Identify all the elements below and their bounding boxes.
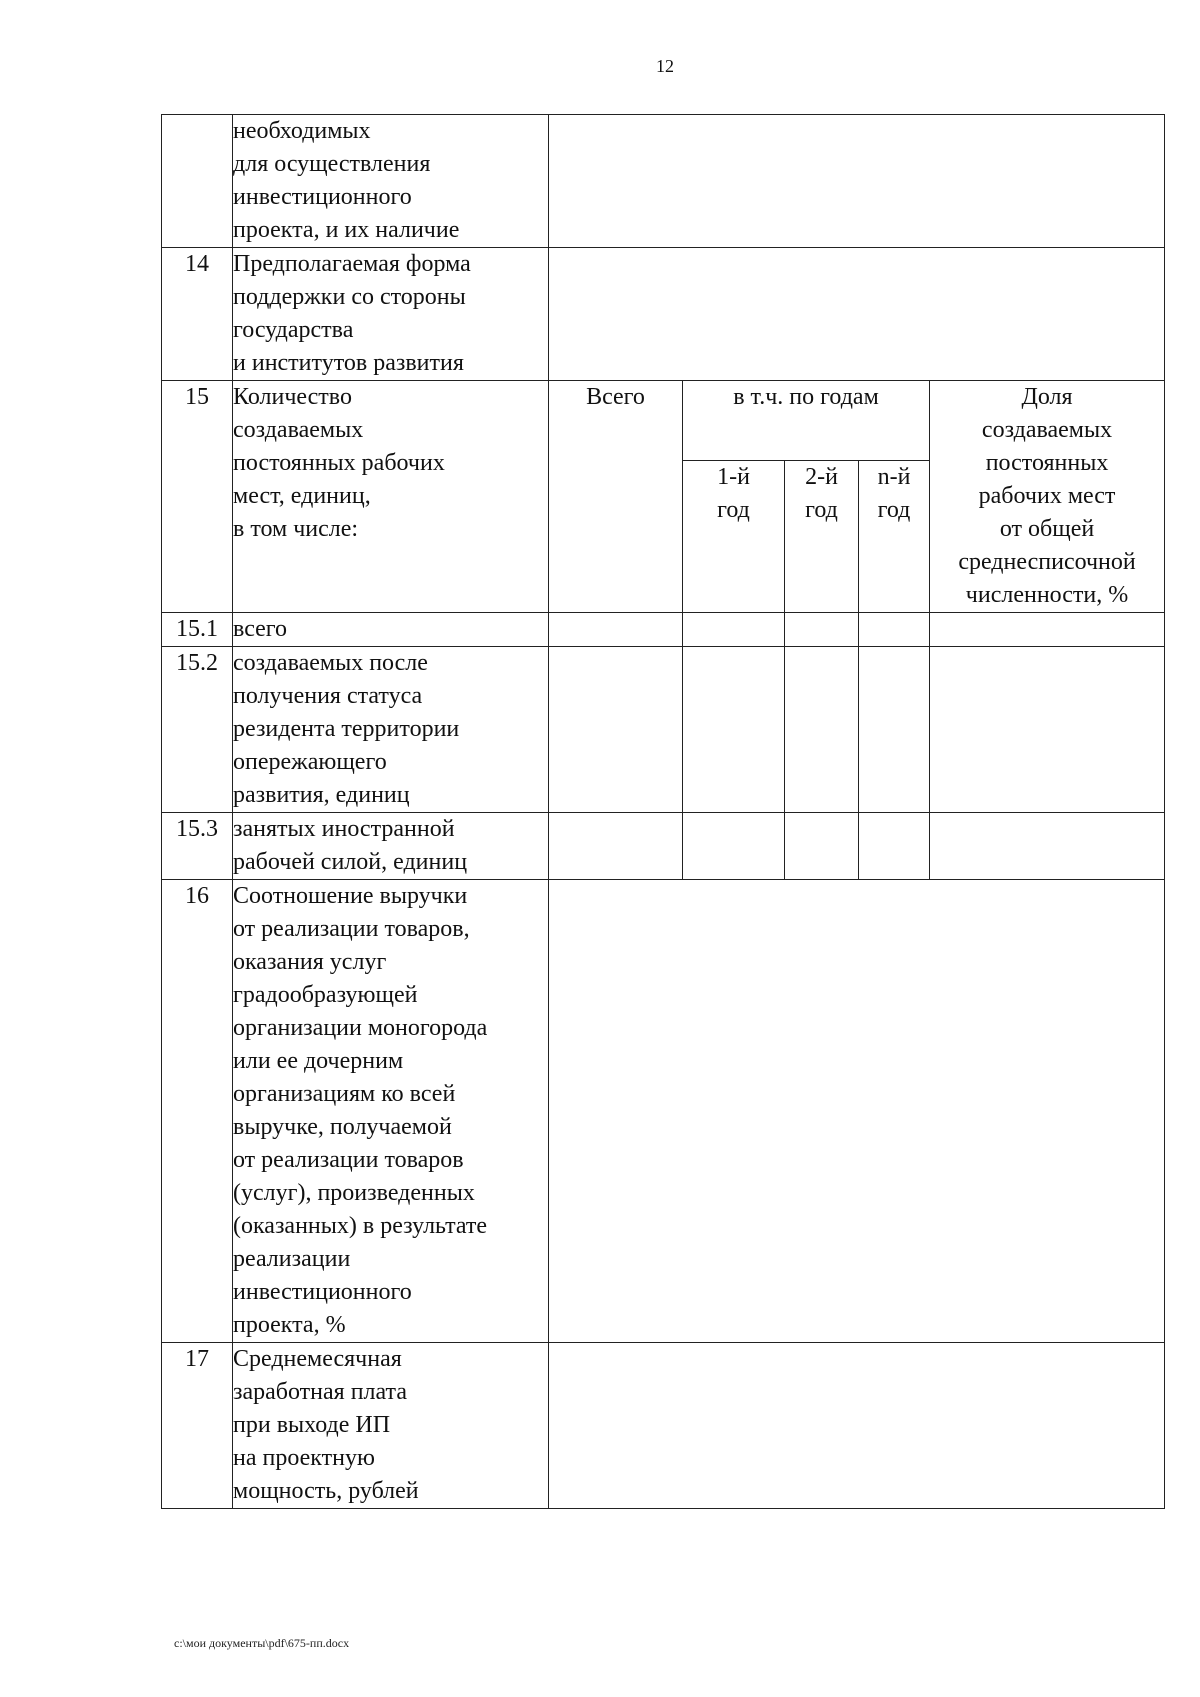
- row-label: всего: [233, 613, 549, 647]
- table-row: [162, 813, 1165, 880]
- table-row: [162, 880, 1165, 1343]
- year2-header: 2-й год: [785, 460, 859, 612]
- share-header: Доля создаваемых постоянных рабочих мест от общей среднесписочной численности, %: [930, 381, 1165, 613]
- table-row: [162, 647, 1165, 813]
- page-number: 12: [656, 56, 674, 76]
- value-cell[interactable]: [549, 1343, 1165, 1509]
- year1-cell[interactable]: [683, 813, 785, 880]
- application-form-table: [161, 114, 1165, 1509]
- table-row: [162, 248, 1165, 381]
- year2-cell[interactable]: [785, 813, 859, 880]
- yearn-header: n-й год: [859, 460, 930, 612]
- year1-cell[interactable]: [683, 613, 785, 647]
- total-cell[interactable]: [549, 813, 683, 880]
- row-label: Соотношение выручки от реализации товаров, оказания услуг градообразующей организации моногорода или ее дочерним организациям ко всей выручке, получаемой от реализации товаров (услуг), произведенных (оказанных) в результате реализации инвестиционного проекта, %: [233, 880, 549, 1343]
- yearn-cell[interactable]: [859, 647, 930, 813]
- table-row: [162, 613, 1165, 647]
- table-row: [162, 115, 1165, 248]
- row-number: 15.1: [162, 613, 233, 647]
- row-number: [162, 115, 233, 248]
- year1-cell[interactable]: [683, 647, 785, 813]
- row-label: Предполагаемая форма поддержки со стороны государства и институтов развития: [233, 248, 549, 381]
- row-label: Среднемесячная заработная плата при выходе ИП на проектную мощность, рублей: [233, 1343, 549, 1509]
- table-row: [162, 381, 1165, 461]
- total-cell[interactable]: [549, 647, 683, 813]
- yearn-cell[interactable]: [859, 613, 930, 647]
- share-cell[interactable]: [930, 647, 1165, 813]
- row-number: 15.2: [162, 647, 233, 813]
- row-label: занятых иностранной рабочей силой, единиц: [233, 813, 549, 880]
- yearn-cell[interactable]: [859, 813, 930, 880]
- value-cell[interactable]: [549, 880, 1165, 1343]
- row-label: Количество создаваемых постоянных рабочих мест, единиц, в том числе:: [233, 381, 549, 613]
- row-number: 15.3: [162, 813, 233, 880]
- value-cell[interactable]: [549, 115, 1165, 248]
- row-number: 16: [162, 880, 233, 1343]
- year1-header: 1-й год: [683, 460, 785, 612]
- row-number: 15: [162, 381, 233, 613]
- year2-cell[interactable]: [785, 613, 859, 647]
- row-label: необходимых для осуществления инвестиционного проекта, и их наличие: [233, 115, 549, 248]
- table-row: [162, 1343, 1165, 1509]
- row-number: 17: [162, 1343, 233, 1509]
- value-cell[interactable]: [549, 248, 1165, 381]
- total-cell[interactable]: [549, 613, 683, 647]
- row-label: создаваемых после получения статуса резидента территории опережающего развития, единиц: [233, 647, 549, 813]
- share-cell[interactable]: [930, 613, 1165, 647]
- year2-cell[interactable]: [785, 647, 859, 813]
- share-cell[interactable]: [930, 813, 1165, 880]
- file-path-footer: c:\мои документы\pdf\675-пп.docx: [174, 1636, 350, 1650]
- by-years-header: в т.ч. по годам: [683, 381, 930, 461]
- row-number: 14: [162, 248, 233, 381]
- total-header: Всего: [549, 381, 683, 613]
